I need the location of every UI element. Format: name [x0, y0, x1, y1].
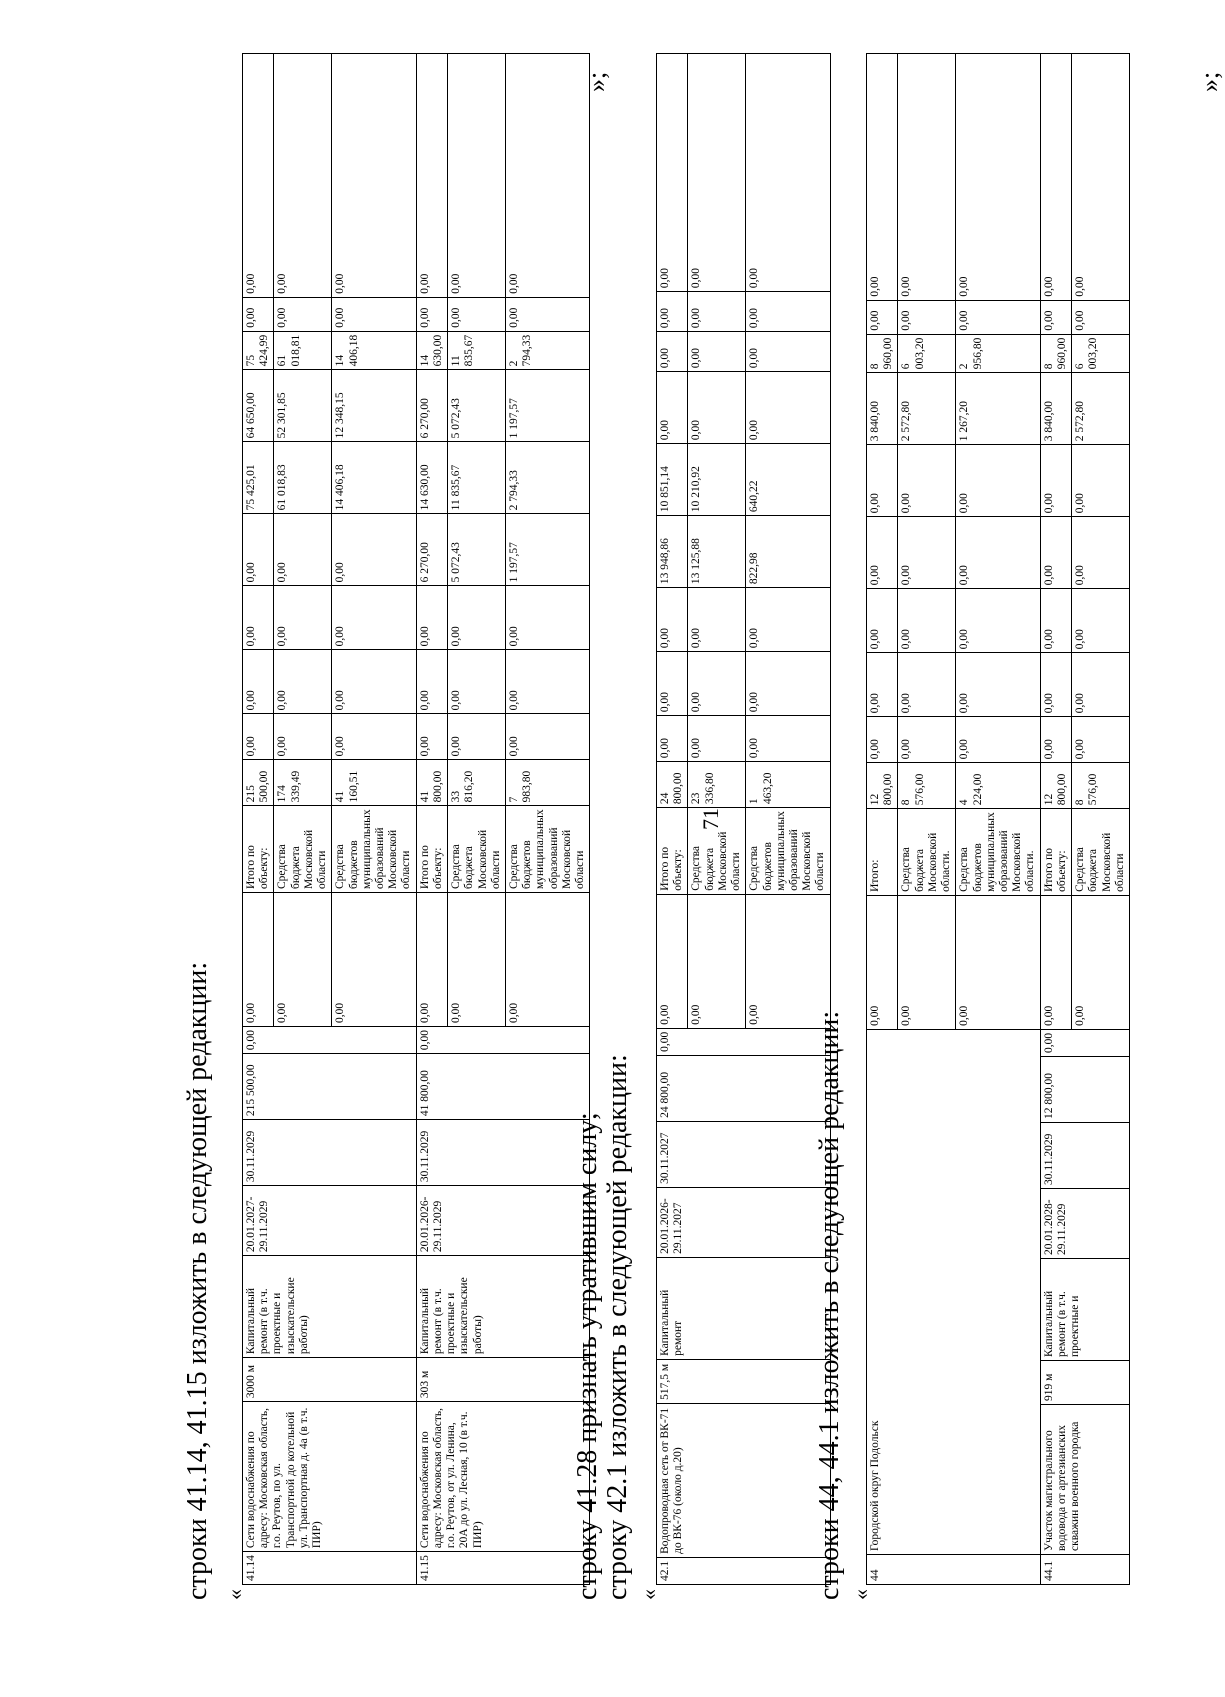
value-cell: 2 572,80 [1072, 373, 1130, 445]
value-cell: 2 794,33 [505, 331, 589, 370]
value-cell: 0,00 [448, 650, 506, 714]
value-cell: 174 339,49 [274, 760, 332, 806]
work-type-cell: Капитальный ремонт (в т.ч. проектные и изыскательские работы) [243, 1256, 417, 1358]
data-table-1 [242, 53, 590, 1585]
row-number-cell: 44 [867, 1555, 1041, 1585]
value-cell: 640,22 [746, 444, 830, 516]
value-cell: 0,00 [688, 588, 746, 652]
table-3-wrap [866, 53, 1130, 1585]
funding-source-cell: Средства бюджетов муниципальных образований Московской области [332, 806, 416, 893]
value-cell: 1 463,20 [746, 762, 830, 808]
work-type-cell: Капитальный ремонт [657, 1257, 831, 1359]
value-cell: 0,00 [1040, 717, 1071, 763]
value-cell: 0,00 [657, 372, 688, 444]
value-cell: 7 983,80 [505, 760, 589, 806]
table-row [1040, 54, 1071, 1585]
value-cell: 0,00 [898, 300, 956, 334]
remaining-cell: 0,00 [746, 894, 830, 1028]
remaining-cell: 0,00 [867, 895, 898, 1029]
capacity-cell: 3000 м [243, 1358, 417, 1402]
value-cell: 0,00 [416, 297, 447, 331]
value-cell: 0,00 [243, 54, 274, 298]
cost-cell: 12 800,00 [1040, 1057, 1129, 1123]
period-cell: 20.01.2028-29.11.2029 [1040, 1189, 1129, 1259]
value-cell: 0,00 [956, 54, 1040, 301]
capacity-cell: 919 м [1040, 1361, 1129, 1405]
period-cell: 20.01.2026-29.11.2027 [657, 1187, 831, 1257]
financed-cell: 0,00 [416, 1027, 590, 1054]
value-cell: 0,00 [448, 297, 506, 331]
value-cell: 0,00 [274, 297, 332, 331]
remaining-cell: 0,00 [416, 893, 447, 1027]
value-cell: 0,00 [448, 54, 506, 298]
value-cell: 0,00 [867, 445, 898, 517]
value-cell: 33 816,20 [448, 760, 506, 806]
value-cell: 0,00 [1040, 589, 1071, 653]
value-cell: 0,00 [956, 717, 1040, 763]
value-cell: 14 406,18 [332, 442, 416, 514]
financed-cell: 0,00 [657, 1028, 831, 1055]
value-cell: 8 960,00 [867, 334, 898, 373]
value-cell: 6 270,00 [416, 370, 447, 442]
value-cell: 4 224,00 [956, 763, 1040, 809]
value-cell: 0,00 [657, 716, 688, 762]
financed-cell: 0,00 [243, 1027, 417, 1054]
table-1-wrap [242, 53, 590, 1585]
value-cell: 0,00 [243, 586, 274, 650]
remaining-cell: 0,00 [243, 893, 274, 1027]
table-row [243, 54, 274, 1585]
value-cell: 0,00 [274, 514, 332, 586]
completion-date-cell: 30.11.2027 [657, 1121, 831, 1187]
value-cell: 0,00 [688, 372, 746, 444]
work-type-cell: Капитальный ремонт (в т.ч. проектные и [1040, 1259, 1129, 1361]
value-cell: 11 835,67 [448, 442, 506, 514]
value-cell: 23 336,80 [688, 762, 746, 808]
data-table-2 [656, 53, 831, 1585]
value-cell: 0,00 [898, 517, 956, 589]
value-cell: 75 425,01 [243, 442, 274, 514]
value-cell: 215 500,00 [243, 760, 274, 806]
value-cell: 0,00 [746, 652, 830, 716]
value-cell: 0,00 [1072, 589, 1130, 653]
funding-source-cell: Итого по объекту: [1040, 809, 1071, 896]
value-cell: 2 956,80 [956, 334, 1040, 373]
close-quote-2: »; [582, 71, 611, 92]
remaining-cell: 0,00 [448, 893, 506, 1027]
value-cell: 0,00 [274, 714, 332, 760]
value-cell: 0,00 [956, 517, 1040, 589]
value-cell: 0,00 [898, 445, 956, 517]
value-cell: 13 948,86 [657, 516, 688, 588]
value-cell: 0,00 [956, 445, 1040, 517]
value-cell: 0,00 [746, 372, 830, 444]
completion-date-cell: 30.11.2029 [416, 1120, 590, 1186]
value-cell: 10 210,92 [688, 444, 746, 516]
value-cell: 0,00 [867, 717, 898, 763]
financed-cell: 0,00 [1040, 1029, 1129, 1056]
open-quote-1: « [222, 1589, 247, 1600]
table-row [416, 54, 447, 1585]
value-cell: 0,00 [416, 714, 447, 760]
period-cell: 20.01.2026-29.11.2029 [416, 1186, 590, 1256]
value-cell: 0,00 [505, 650, 589, 714]
value-cell: 822,98 [746, 516, 830, 588]
value-cell: 1 267,20 [956, 373, 1040, 445]
value-cell: 0,00 [657, 332, 688, 372]
value-cell: 0,00 [505, 586, 589, 650]
data-table-3 [866, 53, 1130, 1585]
value-cell: 14 630,00 [416, 331, 447, 370]
value-cell: 0,00 [332, 650, 416, 714]
funding-source-cell: Средства бюджетов муниципальных образований Московской области. [956, 809, 1040, 896]
value-cell: 10 851,14 [657, 444, 688, 516]
value-cell: 0,00 [867, 589, 898, 653]
value-cell: 0,00 [688, 652, 746, 716]
value-cell: 6 003,20 [898, 334, 956, 373]
value-cell: 0,00 [243, 650, 274, 714]
cost-cell: 41 800,00 [416, 1054, 590, 1120]
funding-source-cell: Средства бюджета Московской области [274, 806, 332, 893]
value-cell: 0,00 [332, 586, 416, 650]
funding-source-cell: Средства бюджета Московской области [448, 806, 506, 893]
value-cell: 0,00 [746, 716, 830, 762]
funding-source-cell: Итого по объекту: [657, 808, 688, 895]
value-cell: 8 576,00 [1072, 763, 1130, 809]
remaining-cell: 0,00 [956, 895, 1040, 1029]
funding-source-cell: Средства бюджетов муниципальных образований Московской области [746, 808, 830, 895]
remaining-cell: 0,00 [1040, 895, 1071, 1029]
value-cell: 0,00 [274, 54, 332, 298]
open-quote-3: « [848, 1589, 873, 1600]
value-cell: 0,00 [1072, 717, 1130, 763]
value-cell: 0,00 [956, 300, 1040, 334]
value-cell: 61 018,83 [274, 442, 332, 514]
value-cell: 12 800,00 [867, 763, 898, 809]
object-name-cell: Сети водоснабжения по адресу: Московская область, г.о. Реутов, от ул. Ленина, 20А до ул. Лесная, 10 (в т.ч. ПИР) [416, 1402, 590, 1552]
value-cell: 1 197,57 [505, 370, 589, 442]
value-cell: 12 348,15 [332, 370, 416, 442]
value-cell: 61 018,81 [274, 331, 332, 370]
open-quote-2: « [636, 1589, 661, 1600]
table-2-wrap [656, 53, 831, 1585]
value-cell: 0,00 [688, 292, 746, 332]
value-cell: 0,00 [688, 716, 746, 762]
value-cell: 0,00 [1072, 300, 1130, 334]
value-cell: 5 072,43 [448, 370, 506, 442]
value-cell: 8 960,00 [1040, 334, 1071, 373]
value-cell: 0,00 [746, 332, 830, 372]
value-cell: 0,00 [1040, 653, 1071, 717]
capacity-cell: 517,5 м [657, 1359, 831, 1403]
section-heading-3: строки 44, 44.1 изложить в следующей редакции: [814, 1010, 845, 1600]
value-cell: 0,00 [956, 653, 1040, 717]
row-number-cell: 41.15 [416, 1552, 590, 1585]
funding-source-cell: Средства бюджетов муниципальных образований Московской области [505, 806, 589, 893]
value-cell: 0,00 [332, 54, 416, 298]
funding-source-cell: Итого по объекту: [416, 806, 447, 893]
funding-source-cell: Итого по объекту: [243, 806, 274, 893]
value-cell: 0,00 [867, 300, 898, 334]
value-cell: 0,00 [688, 54, 746, 292]
close-quote-1: »; [1195, 71, 1224, 92]
value-cell: 75 424,99 [243, 331, 274, 370]
value-cell: 3 840,00 [867, 373, 898, 445]
value-cell: 0,00 [332, 297, 416, 331]
row-number-cell: 44.1 [1040, 1555, 1129, 1585]
value-cell: 0,00 [867, 653, 898, 717]
group-title-cell: Городской округ Подольск [867, 1029, 1041, 1554]
value-cell: 0,00 [657, 54, 688, 292]
remaining-cell: 0,00 [898, 895, 956, 1029]
value-cell: 0,00 [1040, 445, 1071, 517]
page-number: 71 [698, 808, 723, 830]
value-cell: 0,00 [898, 653, 956, 717]
value-cell: 0,00 [657, 652, 688, 716]
value-cell: 0,00 [1072, 445, 1130, 517]
remaining-cell: 0,00 [505, 893, 589, 1027]
row-number-cell: 42.1 [657, 1557, 831, 1584]
value-cell: 0,00 [505, 54, 589, 298]
value-cell: 0,00 [448, 714, 506, 760]
value-cell: 0,00 [898, 717, 956, 763]
value-cell: 0,00 [416, 54, 447, 298]
value-cell: 11 835,67 [448, 331, 506, 370]
funding-source-cell: Итого: [867, 809, 898, 896]
value-cell: 0,00 [1072, 517, 1130, 589]
row-number-cell: 41.14 [243, 1552, 417, 1585]
value-cell: 3 840,00 [1040, 373, 1071, 445]
value-cell: 2 572,80 [898, 373, 956, 445]
table-row [657, 54, 688, 1585]
value-cell: 0,00 [867, 54, 898, 301]
value-cell: 0,00 [956, 589, 1040, 653]
value-cell: 0,00 [746, 588, 830, 652]
value-cell: 41 800,00 [416, 760, 447, 806]
value-cell: 8 576,00 [898, 763, 956, 809]
value-cell: 24 800,00 [657, 762, 688, 808]
object-name-cell: Водопроводная сеть от ВК-71 до ВК-76 (около д.20) [657, 1403, 831, 1557]
funding-source-cell: Средства бюджета Московской области [688, 808, 746, 895]
value-cell: 0,00 [746, 292, 830, 332]
remaining-cell: 0,00 [657, 894, 688, 1028]
completion-date-cell: 30.11.2029 [243, 1120, 417, 1186]
section-heading-1: строки 41.14, 41.15 изложить в следующей редакции: [182, 961, 213, 1600]
section-heading-2a: строку 41.28 признать утратившим силу; [572, 1112, 603, 1600]
funding-source-cell: Средства бюджета Московской области. [898, 809, 956, 896]
value-cell: 52 301,85 [274, 370, 332, 442]
value-cell: 12 800,00 [1040, 763, 1071, 809]
value-cell: 0,00 [274, 650, 332, 714]
value-cell: 0,00 [243, 514, 274, 586]
funding-source-cell: Средства бюджета Московской области [1072, 809, 1130, 896]
value-cell: 14 630,00 [416, 442, 447, 514]
remaining-cell: 0,00 [332, 893, 416, 1027]
value-cell: 0,00 [1072, 653, 1130, 717]
cost-cell: 215 500,00 [243, 1054, 417, 1120]
object-name-cell: Участок магистрального водовода от артезианских скважин военного городка [1040, 1405, 1129, 1555]
value-cell: 0,00 [898, 54, 956, 301]
value-cell: 14 406,18 [332, 331, 416, 370]
capacity-cell: 303 м [416, 1358, 590, 1402]
value-cell: 0,00 [505, 297, 589, 331]
work-type-cell: Капитальный ремонт (в т.ч. проектные и изыскательские работы) [416, 1256, 590, 1358]
value-cell: 2 794,33 [505, 442, 589, 514]
value-cell: 0,00 [332, 514, 416, 586]
value-cell: 0,00 [332, 714, 416, 760]
value-cell: 64 650,00 [243, 370, 274, 442]
value-cell: 0,00 [505, 714, 589, 760]
value-cell: 5 072,43 [448, 514, 506, 586]
value-cell: 6 003,20 [1072, 334, 1130, 373]
table-row [867, 54, 898, 1585]
value-cell: 6 270,00 [416, 514, 447, 586]
value-cell: 0,00 [1072, 54, 1130, 301]
object-name-cell: Сети водоснабжения по адресу: Московская область, г.о. Реутов, по ул. Транспортной до котельной ул. Транспортная д. 4а (в т.ч. ПИР) [243, 1402, 417, 1552]
section-heading-2b: строку 42.1 изложить в следующей редакции: [602, 1054, 633, 1600]
value-cell: 0,00 [274, 586, 332, 650]
completion-date-cell: 30.11.2029 [1040, 1123, 1129, 1189]
value-cell: 13 125,88 [688, 516, 746, 588]
value-cell: 0,00 [657, 588, 688, 652]
value-cell: 0,00 [243, 714, 274, 760]
value-cell: 0,00 [898, 589, 956, 653]
remaining-cell: 0,00 [274, 893, 332, 1027]
value-cell: 0,00 [243, 297, 274, 331]
value-cell: 0,00 [688, 332, 746, 372]
cost-cell: 24 800,00 [657, 1055, 831, 1121]
value-cell: 41 160,51 [332, 760, 416, 806]
value-cell: 0,00 [657, 292, 688, 332]
value-cell: 0,00 [416, 650, 447, 714]
value-cell: 0,00 [416, 586, 447, 650]
value-cell: 0,00 [746, 54, 830, 292]
remaining-cell: 0,00 [1072, 895, 1130, 1029]
value-cell: 0,00 [1040, 300, 1071, 334]
period-cell: 20.01.2027-29.11.2029 [243, 1186, 417, 1256]
remaining-cell: 0,00 [688, 894, 746, 1028]
value-cell: 1 197,57 [505, 514, 589, 586]
value-cell: 0,00 [448, 586, 506, 650]
value-cell: 0,00 [867, 517, 898, 589]
value-cell: 0,00 [1040, 517, 1071, 589]
value-cell: 0,00 [1040, 54, 1071, 301]
